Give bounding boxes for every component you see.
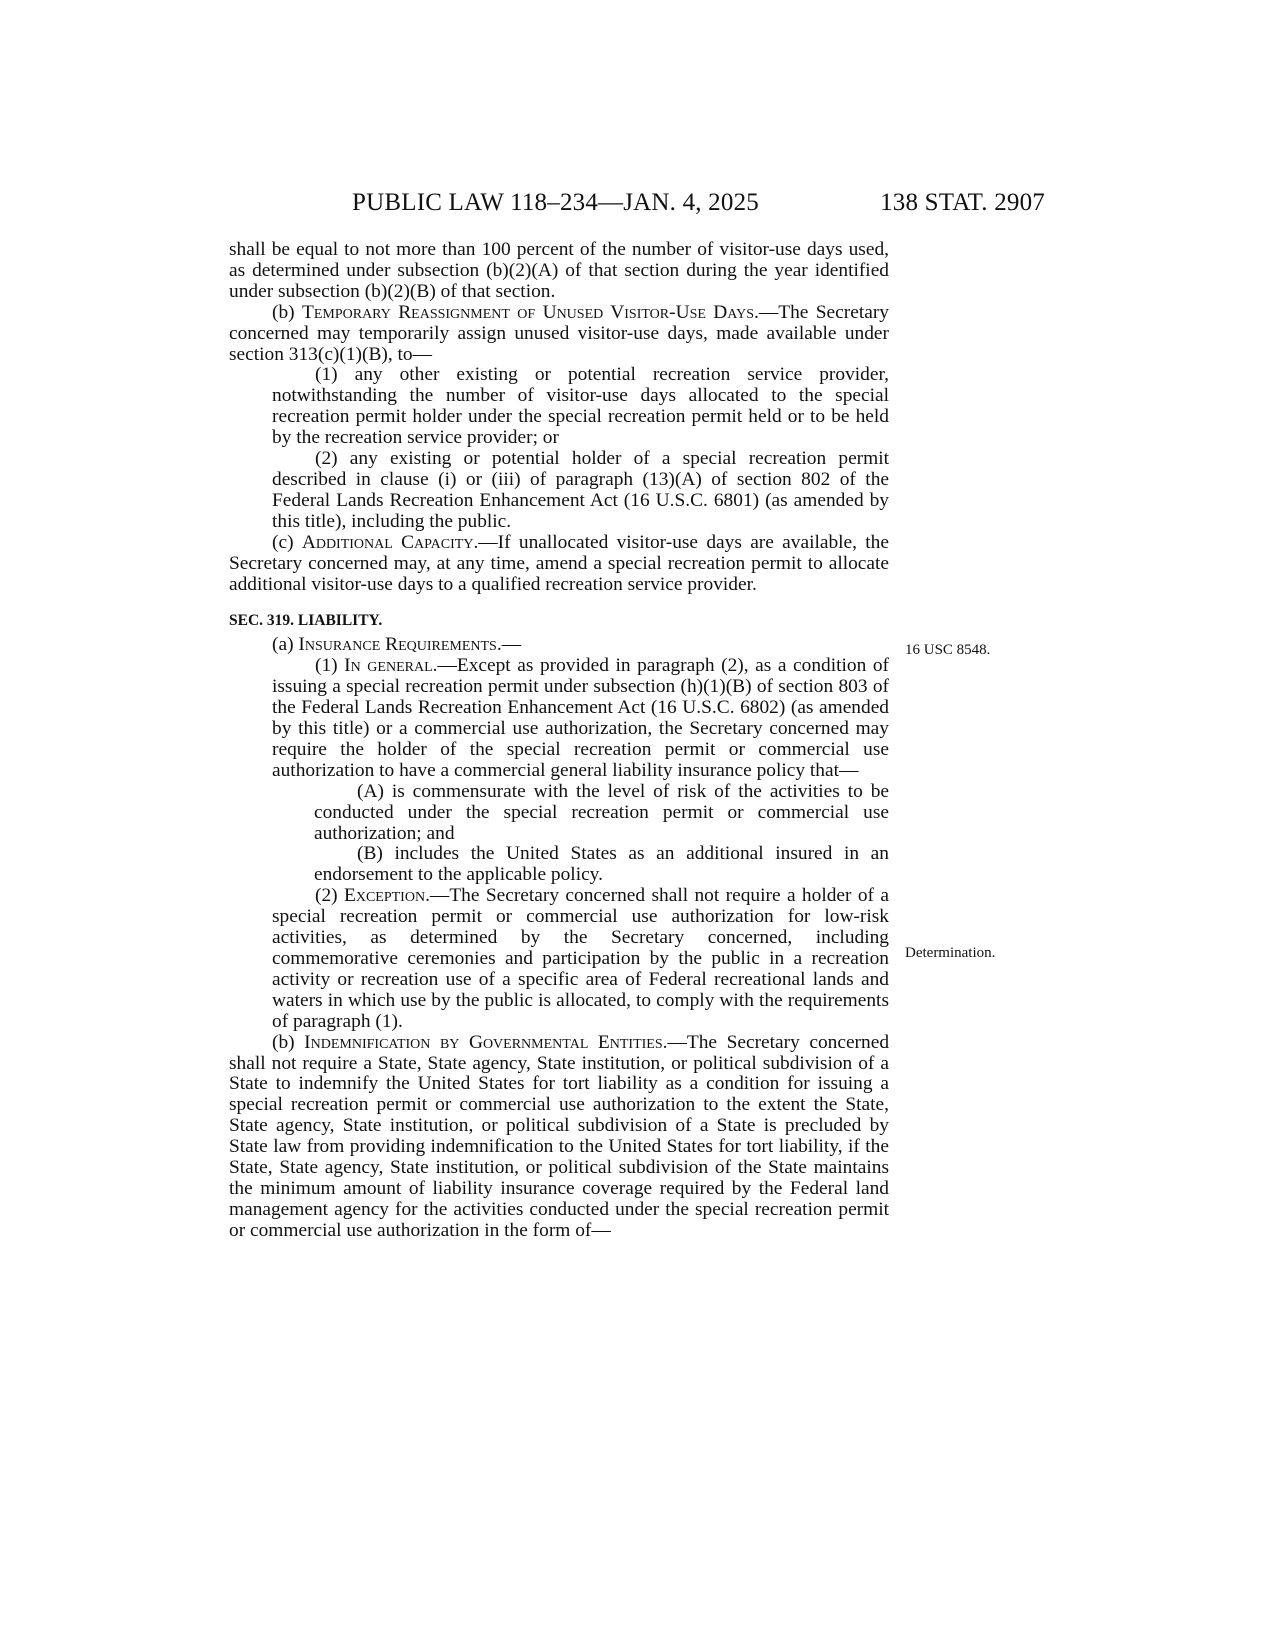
subsection-b — [229, 303, 889, 366]
subsection-c-label: (c) — [272, 531, 302, 553]
subsection-c-heading: Additional Capacity — [301, 531, 474, 553]
paragraph-a2-text: .—The Secretary concerned shall not require a holder of a special recreation permit or commercial use authorization for low-risk activities, as determined by the Secretary concerned, including commemorative ceremonies and participation by the public in a recreation activity or recreation use of a specific area of Federal recreational lands and waters in which use by the public is allocated, to comply with the requirements of paragraph (1). — [272, 885, 889, 1032]
subsection-a-heading: Insurance Requirements — [298, 634, 497, 656]
running-head-title: PUBLIC LAW 118–234—JAN. 4, 2025 — [352, 189, 759, 216]
paragraph-a2-heading: Exception — [344, 885, 426, 907]
section-subsection-b-label: (b) — [272, 1031, 305, 1053]
statute-page-number: 138 STAT. 2907 — [880, 189, 1045, 216]
paragraph-b1: (1) any other existing or potential recreation service provider, notwithstanding the number of visitor-use days allocated to the special recreation permit holder under the special recreation permit held or to be held by the recreation service provider; or — [272, 364, 889, 449]
paragraph-a1-label: (1) — [315, 655, 345, 677]
subsection-a — [229, 635, 889, 656]
section-subsection-b-text: .—The Secretary concerned shall not require a State, State agency, State institution, or political subdivision of a State to indemnify the United States for tort liability as a condition for issuing a special recreation permit or commercial use authorization to the extent the State, State agency, State institution, or political subdivision of a State is precluded by State law from providing indemnification to the United States for tort liability, if the State, State agency, State institution, or political subdivision of the State maintains the minimum amount of liability insurance coverage required by the Federal land management agency for the activities conducted under the special recreation permit or commercial use authorization in the form of— — [229, 1031, 890, 1241]
subsection-b-heading: Temporary Reassignment of Unused Visitor-Use Days — [301, 301, 755, 323]
subparagraph-a1A: (A) is commensurate with the level of risk of the activities to be conducted under the special recreation permit or commercial use authorization; and — [314, 780, 889, 844]
marginal-note-usc: 16 USC 8548. — [905, 642, 991, 658]
subsection-c-text: .—If unallocated visitor-use days are available, the Secretary concerned may, at any time, amend a special recreation permit to allocate additional visitor-use days to a qualified recreation service provider. — [229, 531, 889, 595]
section-heading: SEC. 319. LIABILITY. — [229, 612, 383, 630]
paragraph-a2 — [229, 886, 889, 1032]
page-header — [225, 183, 1045, 223]
subsection-b-label: (b) — [272, 301, 302, 323]
marginal-note-determination: Determination. — [905, 945, 996, 961]
paragraph-a1 — [229, 656, 889, 781]
section-subsection-b-heading: Indemnification by Governmental Entities — [304, 1031, 663, 1053]
subsection-c — [229, 533, 889, 596]
subsection-a-text: .— — [496, 634, 522, 656]
paragraph-continuation: shall be equal to not more than 100 percent of the number of visitor-use days used, as determined under subsection (b)(2)(A) of that section during the year identified under subsection (b)(2)(B) of that section. — [229, 239, 889, 302]
section-subsection-b — [229, 1033, 889, 1242]
paragraph-a1-text: .—Except as provided in paragraph (2), as a condition of issuing a special recreation permit under subsection (h)(1)(B) of section 803 of the Federal Lands Recreation Enhancement Act (16 U.S.C. 6802) (as amended by this title) or a commercial use authorization, the Secretary concerned may require the holder of the special recreation permit or commercial use authorization to have a commercial general liability insurance policy that— — [272, 655, 889, 781]
document-body — [229, 240, 889, 1242]
paragraph-b2: (2) any existing or potential holder of a special recreation permit described in clause (i) or (iii) of paragraph (13)(A) of section 802 of the Federal Lands Recreation Enhancement Act (16 U.S.C. 6801) (as amended by this title), including the public. — [272, 448, 889, 532]
subparagraph-a1B: (B) includes the United States as an additional insured in an endorsement to the applicable policy. — [314, 843, 889, 886]
paragraph-a1-heading: In general — [344, 655, 433, 677]
subsection-b-text: .—The Secretary concerned may temporarily assign unused visitor-use days, made available under section 313(c)(1)(B), to— — [229, 301, 889, 365]
paragraph-a2-label: (2) — [315, 885, 344, 907]
subsection-a-label: (a) — [272, 634, 299, 656]
